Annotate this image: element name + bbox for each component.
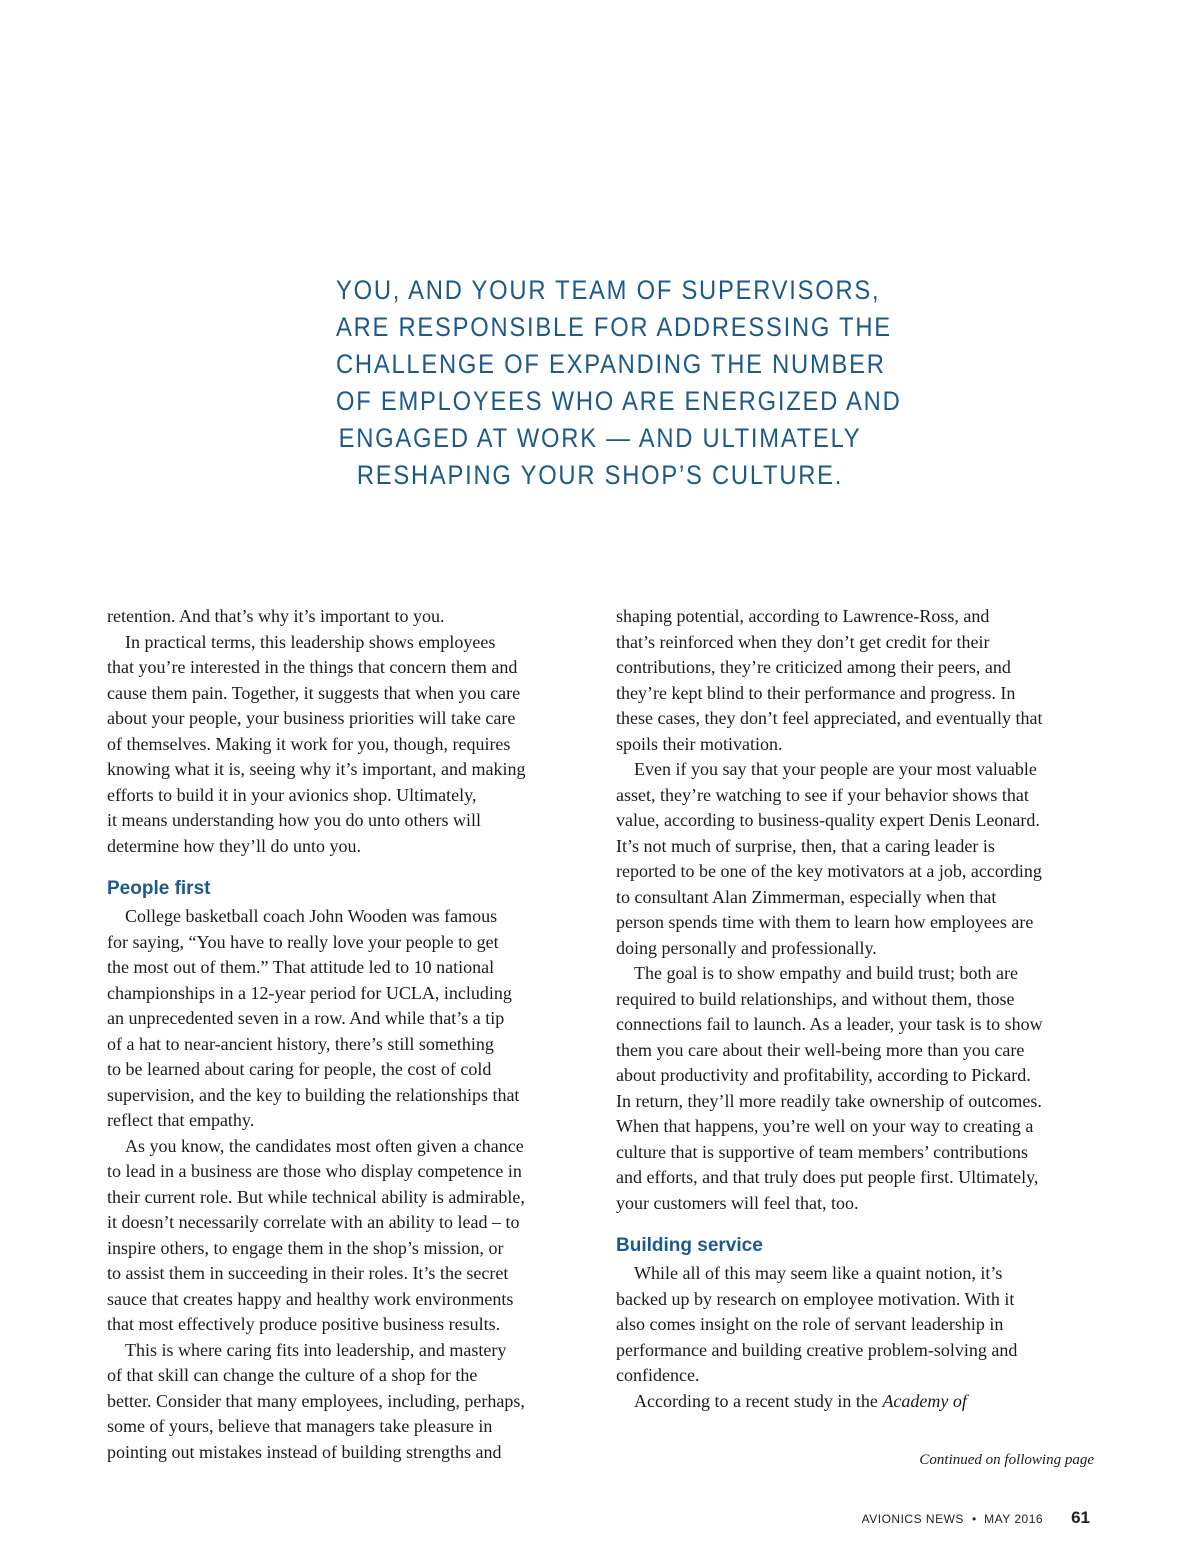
text-line: reflect that empathy. bbox=[107, 1110, 255, 1130]
text-line: value, according to business-quality expert Denis Leonard. bbox=[616, 810, 1040, 830]
text-line: pointing out mistakes instead of building strengths and bbox=[107, 1441, 502, 1462]
text-line: the most out of them.” That attitude led to 10 national bbox=[107, 957, 495, 977]
text-line: connections fail to launch. As a leader, your task is to show bbox=[616, 1014, 1043, 1034]
pull-quote-line: OF EMPLOYEES WHO ARE ENERGIZED AND bbox=[336, 386, 902, 416]
page-footer bbox=[862, 1508, 1090, 1528]
publication-name: AVIONICS NEWS bbox=[861, 1512, 964, 1526]
text-line: asset, they’re watching to see if your behavior shows that bbox=[616, 784, 1029, 805]
text-line: their current role. But while technical ability is admirable, bbox=[107, 1186, 525, 1207]
text-line: confidence. bbox=[616, 1365, 700, 1385]
text-line: inspire others, to engage them in the shop’s mission, or bbox=[107, 1237, 504, 1258]
text-line: that’s reinforced when they don’t get credit for their bbox=[616, 631, 990, 652]
text-line: to lead in a business are those who display competence in bbox=[107, 1161, 522, 1181]
text-line: College basketball coach John Wooden was famous bbox=[125, 906, 498, 926]
text-line: sauce that creates happy and healthy work environments bbox=[107, 1288, 514, 1309]
pull-quote-line: ARE RESPONSIBLE FOR ADDRESSING THE bbox=[336, 312, 892, 342]
text-line: spoils their motivation. bbox=[616, 733, 783, 754]
text-line: knowing what it is, seeing why it’s important, and making bbox=[107, 759, 526, 779]
text-line: that most effectively produce positive business results. bbox=[107, 1314, 501, 1334]
text-line: In practical terms, this leadership shows employees bbox=[125, 631, 496, 652]
issue-date: MAY 2016 bbox=[984, 1512, 1044, 1526]
pull-quote-line: RESHAPING YOUR SHOP’S CULTURE. bbox=[356, 460, 844, 490]
text-line: The goal is to show empathy and build trust; both are bbox=[634, 963, 1018, 983]
section-heading-building-service: Building service bbox=[616, 1235, 763, 1256]
text-line: and efforts, and that truly does put people first. Ultimately, bbox=[616, 1167, 1039, 1187]
left-column bbox=[107, 604, 579, 1465]
text-line: In return, they’ll more readily take ownership of outcomes. bbox=[616, 1090, 1042, 1111]
text-line: culture that is supportive of team members’ contributions bbox=[616, 1141, 1029, 1162]
text-line: to be learned about caring for people, the cost of cold bbox=[107, 1059, 492, 1079]
text-line: they’re kept blind to their performance and progress. In bbox=[616, 682, 1016, 703]
text-line: reported to be one of the key motivators at a job, according bbox=[616, 861, 1042, 881]
text-line: required to build relationships, and without them, those bbox=[616, 988, 1015, 1009]
text-line: it doesn’t necessarily correlate with an ability to lead – to bbox=[107, 1212, 520, 1232]
text-line: Even if you say that your people are your most valuable bbox=[634, 759, 1037, 779]
text-line: cause them pain. Together, it suggests that when you care bbox=[107, 682, 521, 703]
journal-name-italic: Academy of bbox=[882, 1390, 967, 1411]
text-line bbox=[616, 1389, 1096, 1415]
text-line: retention. And that’s why it’s important to you. bbox=[107, 606, 445, 626]
text-line: that you’re interested in the things that concern them and bbox=[107, 657, 518, 677]
text-line: While all of this may seem like a quaint notion, it’s bbox=[634, 1263, 1003, 1283]
text-line: This is where caring fits into leadership, and mastery bbox=[125, 1339, 507, 1360]
text-line: championships in a 12-year period for UCLA, including bbox=[107, 982, 512, 1003]
continued-note: Continued on following page bbox=[919, 1452, 1094, 1468]
text-line: also comes insight on the role of servant leadership in bbox=[616, 1314, 1004, 1334]
page-number: 61 bbox=[1071, 1508, 1090, 1527]
text-line: supervision, and the key to building the relationships that bbox=[107, 1084, 520, 1105]
text-line: It’s not much of surprise, then, that a caring leader is bbox=[616, 835, 995, 856]
text-line: backed up by research on employee motivation. With it bbox=[616, 1288, 1015, 1309]
text-line: of that skill can change the culture of a shop for the bbox=[107, 1365, 478, 1385]
pull-quote bbox=[300, 272, 900, 494]
text-line: determine how they’ll do unto you. bbox=[107, 835, 361, 856]
text-line: them you care about their well-being more than you care bbox=[616, 1039, 1025, 1060]
text-line: for saying, “You have to really love your people to get bbox=[107, 931, 499, 952]
pull-quote-line: CHALLENGE OF EXPANDING THE NUMBER bbox=[336, 349, 886, 379]
text-line: doing personally and professionally. bbox=[616, 937, 877, 958]
section-heading-people-first: People first bbox=[107, 878, 211, 899]
text-line: about productivity and profitability, according to Pickard. bbox=[616, 1065, 1031, 1085]
text-line: to consultant Alan Zimmerman, especially when that bbox=[616, 886, 997, 907]
footer-bullet: • bbox=[971, 1512, 977, 1526]
text-line: it means understanding how you do unto others will bbox=[107, 810, 481, 830]
text-line: shaping potential, according to Lawrence-Ross, and bbox=[616, 606, 990, 626]
text-line: to assist them in succeeding in their roles. It’s the secret bbox=[107, 1263, 509, 1283]
text-fragment: According to a recent study in the bbox=[634, 1390, 883, 1411]
text-line: When that happens, you’re well on your way to creating a bbox=[616, 1116, 1034, 1136]
text-line: an unprecedented seven in a row. And while that’s a tip bbox=[107, 1008, 505, 1028]
text-line: better. Consider that many employees, including, perhaps, bbox=[107, 1390, 525, 1411]
pull-quote-line: ENGAGED AT WORK — AND ULTIMATELY bbox=[338, 423, 862, 453]
text-line: of themselves. Making it work for you, though, requires bbox=[107, 733, 511, 754]
pull-quote-line: YOU, AND YOUR TEAM OF SUPERVISORS, bbox=[336, 275, 881, 305]
text-line: person spends time with them to learn how employees are bbox=[616, 912, 1034, 932]
text-line: contributions, they’re criticized among their peers, and bbox=[616, 657, 1011, 677]
text-line: efforts to build it in your avionics shop. Ultimately, bbox=[107, 784, 477, 805]
right-column bbox=[616, 604, 1096, 1414]
text-line: performance and building creative problem-solving and bbox=[616, 1339, 1018, 1360]
text-line: of a hat to near-ancient history, there’s still something bbox=[107, 1033, 494, 1054]
text-line: As you know, the candidates most often given a chance bbox=[125, 1135, 524, 1156]
text-line: your customers will feel that, too. bbox=[616, 1192, 859, 1213]
text-line: these cases, they don’t feel appreciated, and eventually that bbox=[616, 708, 1043, 728]
text-line: about your people, your business priorities will take care bbox=[107, 708, 516, 728]
text-line: some of yours, believe that managers take pleasure in bbox=[107, 1416, 493, 1436]
